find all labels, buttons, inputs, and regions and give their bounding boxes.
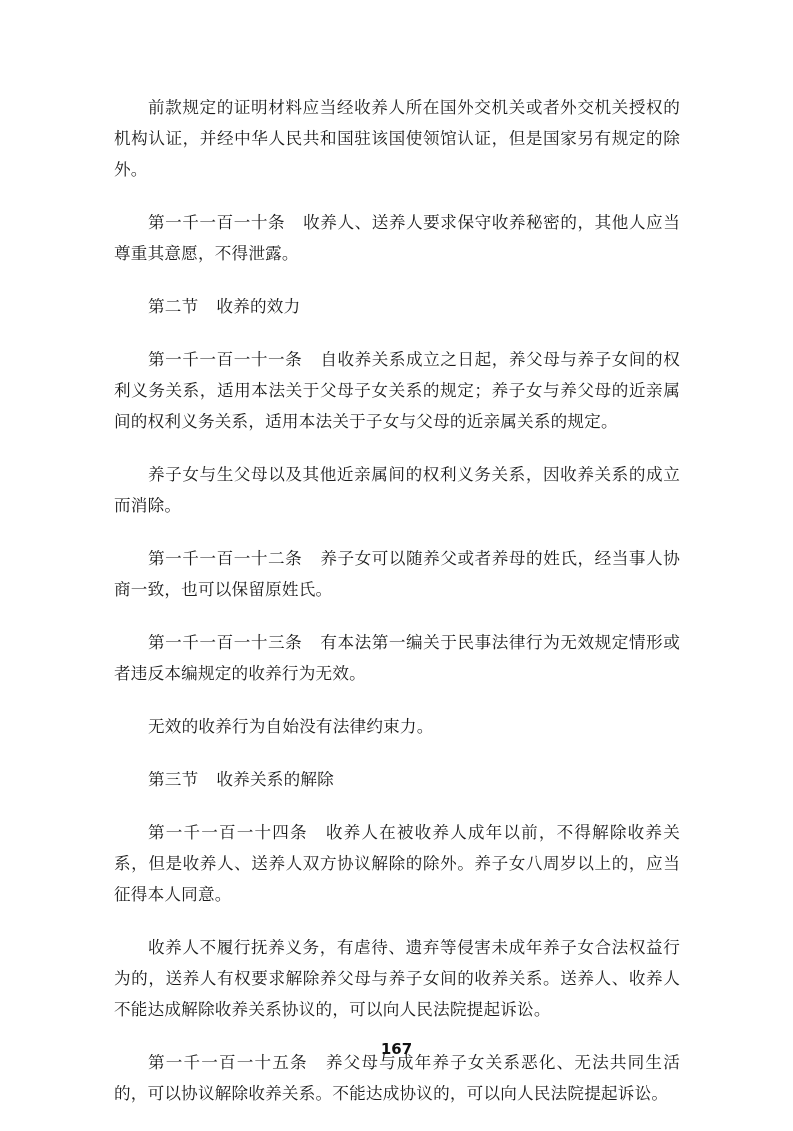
article-paragraph [114,627,680,689]
article-number: 第一千一百一十一条 [148,350,303,369]
article-paragraph [114,207,680,269]
section-title: 收养关系的解除 [216,770,334,789]
article-text: 养父母与成年养子女关系恶化、无法共同生活的，可以协议解除收养关系。不能达成协议的，可以向人民法院提起诉讼。 [114,1053,680,1103]
paragraph [114,711,680,742]
page-number: 167 [380,1040,413,1058]
article-paragraph [114,817,680,910]
paragraph-text: 收养人不履行抚养义务，有虐待、遗弃等侵害未成年养子女合法权益行为的，送养人有权要求解除养父母与养子女间的收养关系。送养人、收养人不能达成解除收养关系协议的，可以向人民法院提起诉讼。 [114,938,680,1019]
paragraph [114,932,680,1025]
article-number: 第一千一百一十五条 [148,1053,308,1072]
paragraph-text: 养子女与生父母以及其他近亲属间的权利义务关系，因收养关系的成立而消除。 [114,465,680,515]
section-title: 收养的效力 [216,297,301,316]
paragraph-text: 无效的收养行为自始没有法律约束力。 [148,717,434,736]
article-text: 有本法第一编关于民事法律行为无效规定情形或者违反本编规定的收养行为无效。 [114,633,680,683]
paragraph [114,459,680,521]
article-text: 养子女可以随养父或者养母的姓氏，经当事人协商一致，也可以保留原姓氏。 [114,549,680,599]
article-number: 第一千一百一十四条 [148,823,308,842]
section-heading [114,764,680,795]
paragraph-text: 前款规定的证明材料应当经收养人所在国外交机关或者外交机关授权的机构认证，并经中华人民共和国驻该国使领馆认证，但是国家另有规定的除外。 [114,98,680,179]
article-text: 收养人在被收养人成年以前，不得解除收养关系，但是收养人、送养人双方协议解除的除外。养子女八周岁以上的，应当征得本人同意。 [114,823,680,904]
article-number: 第一千一百一十二条 [148,549,303,568]
article-text: 自收养关系成立之日起，养父母与养子女间的权利义务关系，适用本法关于父母子女关系的规定；养子女与养父母的近亲属间的权利义务关系，适用本法关于子女与父母的近亲属关系的规定。 [114,350,680,431]
article-paragraph [114,344,680,437]
section-heading [114,291,680,322]
article-number: 第一千一百一十条 [148,213,286,232]
article-text: 收养人、送养人要求保守收养秘密的，其他人应当尊重其意愿，不得泄露。 [114,213,680,263]
article-paragraph [114,543,680,605]
section-number: 第二节 [148,297,199,316]
section-number: 第三节 [148,770,199,789]
paragraph [114,92,680,185]
document-body [114,92,680,1131]
article-number: 第一千一百一十三条 [148,633,303,652]
